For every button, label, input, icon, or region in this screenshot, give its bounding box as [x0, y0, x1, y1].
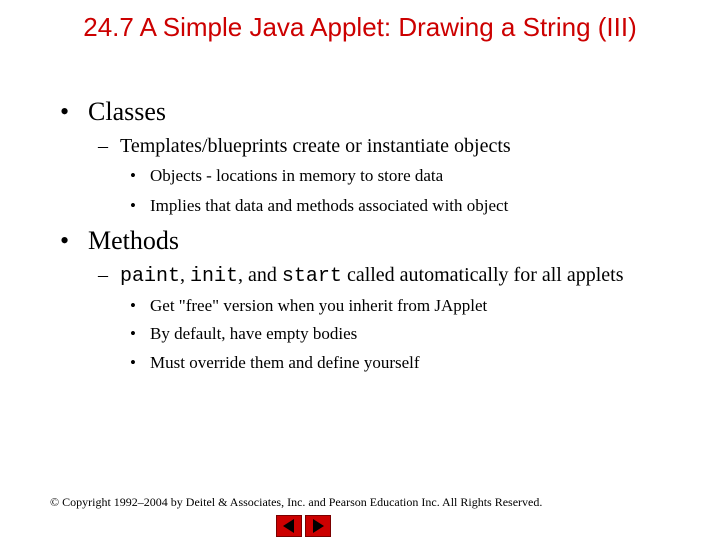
triangle-right-icon	[306, 516, 330, 536]
code-start: start	[281, 265, 342, 288]
next-slide-button[interactable]	[305, 515, 331, 537]
bullet-text: Classes	[88, 97, 166, 126]
sub-bullet-text: called automatically for all applets	[341, 264, 624, 286]
copyright-notice: © Copyright 1992–2004 by Deitel & Associates, Inc. and Pearson Education Inc. All Rights Reserved.	[50, 495, 543, 509]
sub-sub-bullet-marker: •	[130, 324, 136, 343]
sub-sub-bullet-marker: •	[130, 353, 136, 372]
bullet-text: Methods	[88, 226, 179, 255]
sub-sub-bullet-empty-bodies	[130, 324, 357, 344]
triangle-left-icon	[277, 516, 301, 536]
sub-sub-bullet-free-version	[130, 296, 487, 316]
sub-sub-bullet-text: Implies that data and methods associated with object	[150, 196, 509, 215]
sub-sub-bullet-text: Get "free" version when you inherit from JApplet	[150, 296, 488, 315]
sub-sub-bullet-implies	[130, 196, 508, 216]
sub-bullet-templates	[98, 135, 511, 158]
sub-sub-bullet-override	[130, 353, 420, 373]
bullet-classes	[60, 97, 166, 127]
sub-sub-bullet-marker: •	[130, 166, 136, 185]
code-init: init	[190, 265, 239, 288]
bullet-marker: •	[60, 226, 70, 255]
previous-slide-button[interactable]	[276, 515, 302, 537]
sub-bullet-text: Templates/blueprints create or instantiate objects	[120, 135, 511, 157]
sub-sub-bullet-text: Objects - locations in memory to store data	[150, 166, 444, 185]
bullet-methods	[60, 226, 179, 256]
slide-title: 24.7 A Simple Java Applet: Drawing a String (III)	[83, 12, 637, 42]
sub-bullet-marker: –	[98, 135, 108, 157]
sub-sub-bullet-marker: •	[130, 296, 136, 315]
sub-sub-bullet-marker: •	[130, 196, 136, 215]
code-paint: paint	[120, 265, 181, 288]
sub-sub-bullet-objects	[130, 166, 443, 186]
separator: ,	[180, 264, 191, 286]
sub-bullet-marker: –	[98, 264, 108, 286]
sub-sub-bullet-text: Must override them and define yourself	[150, 353, 420, 372]
separator: , and	[238, 264, 282, 286]
sub-bullet-paint-init-start	[98, 264, 624, 288]
sub-sub-bullet-text: By default, have empty bodies	[150, 324, 358, 343]
bullet-marker: •	[60, 97, 70, 126]
